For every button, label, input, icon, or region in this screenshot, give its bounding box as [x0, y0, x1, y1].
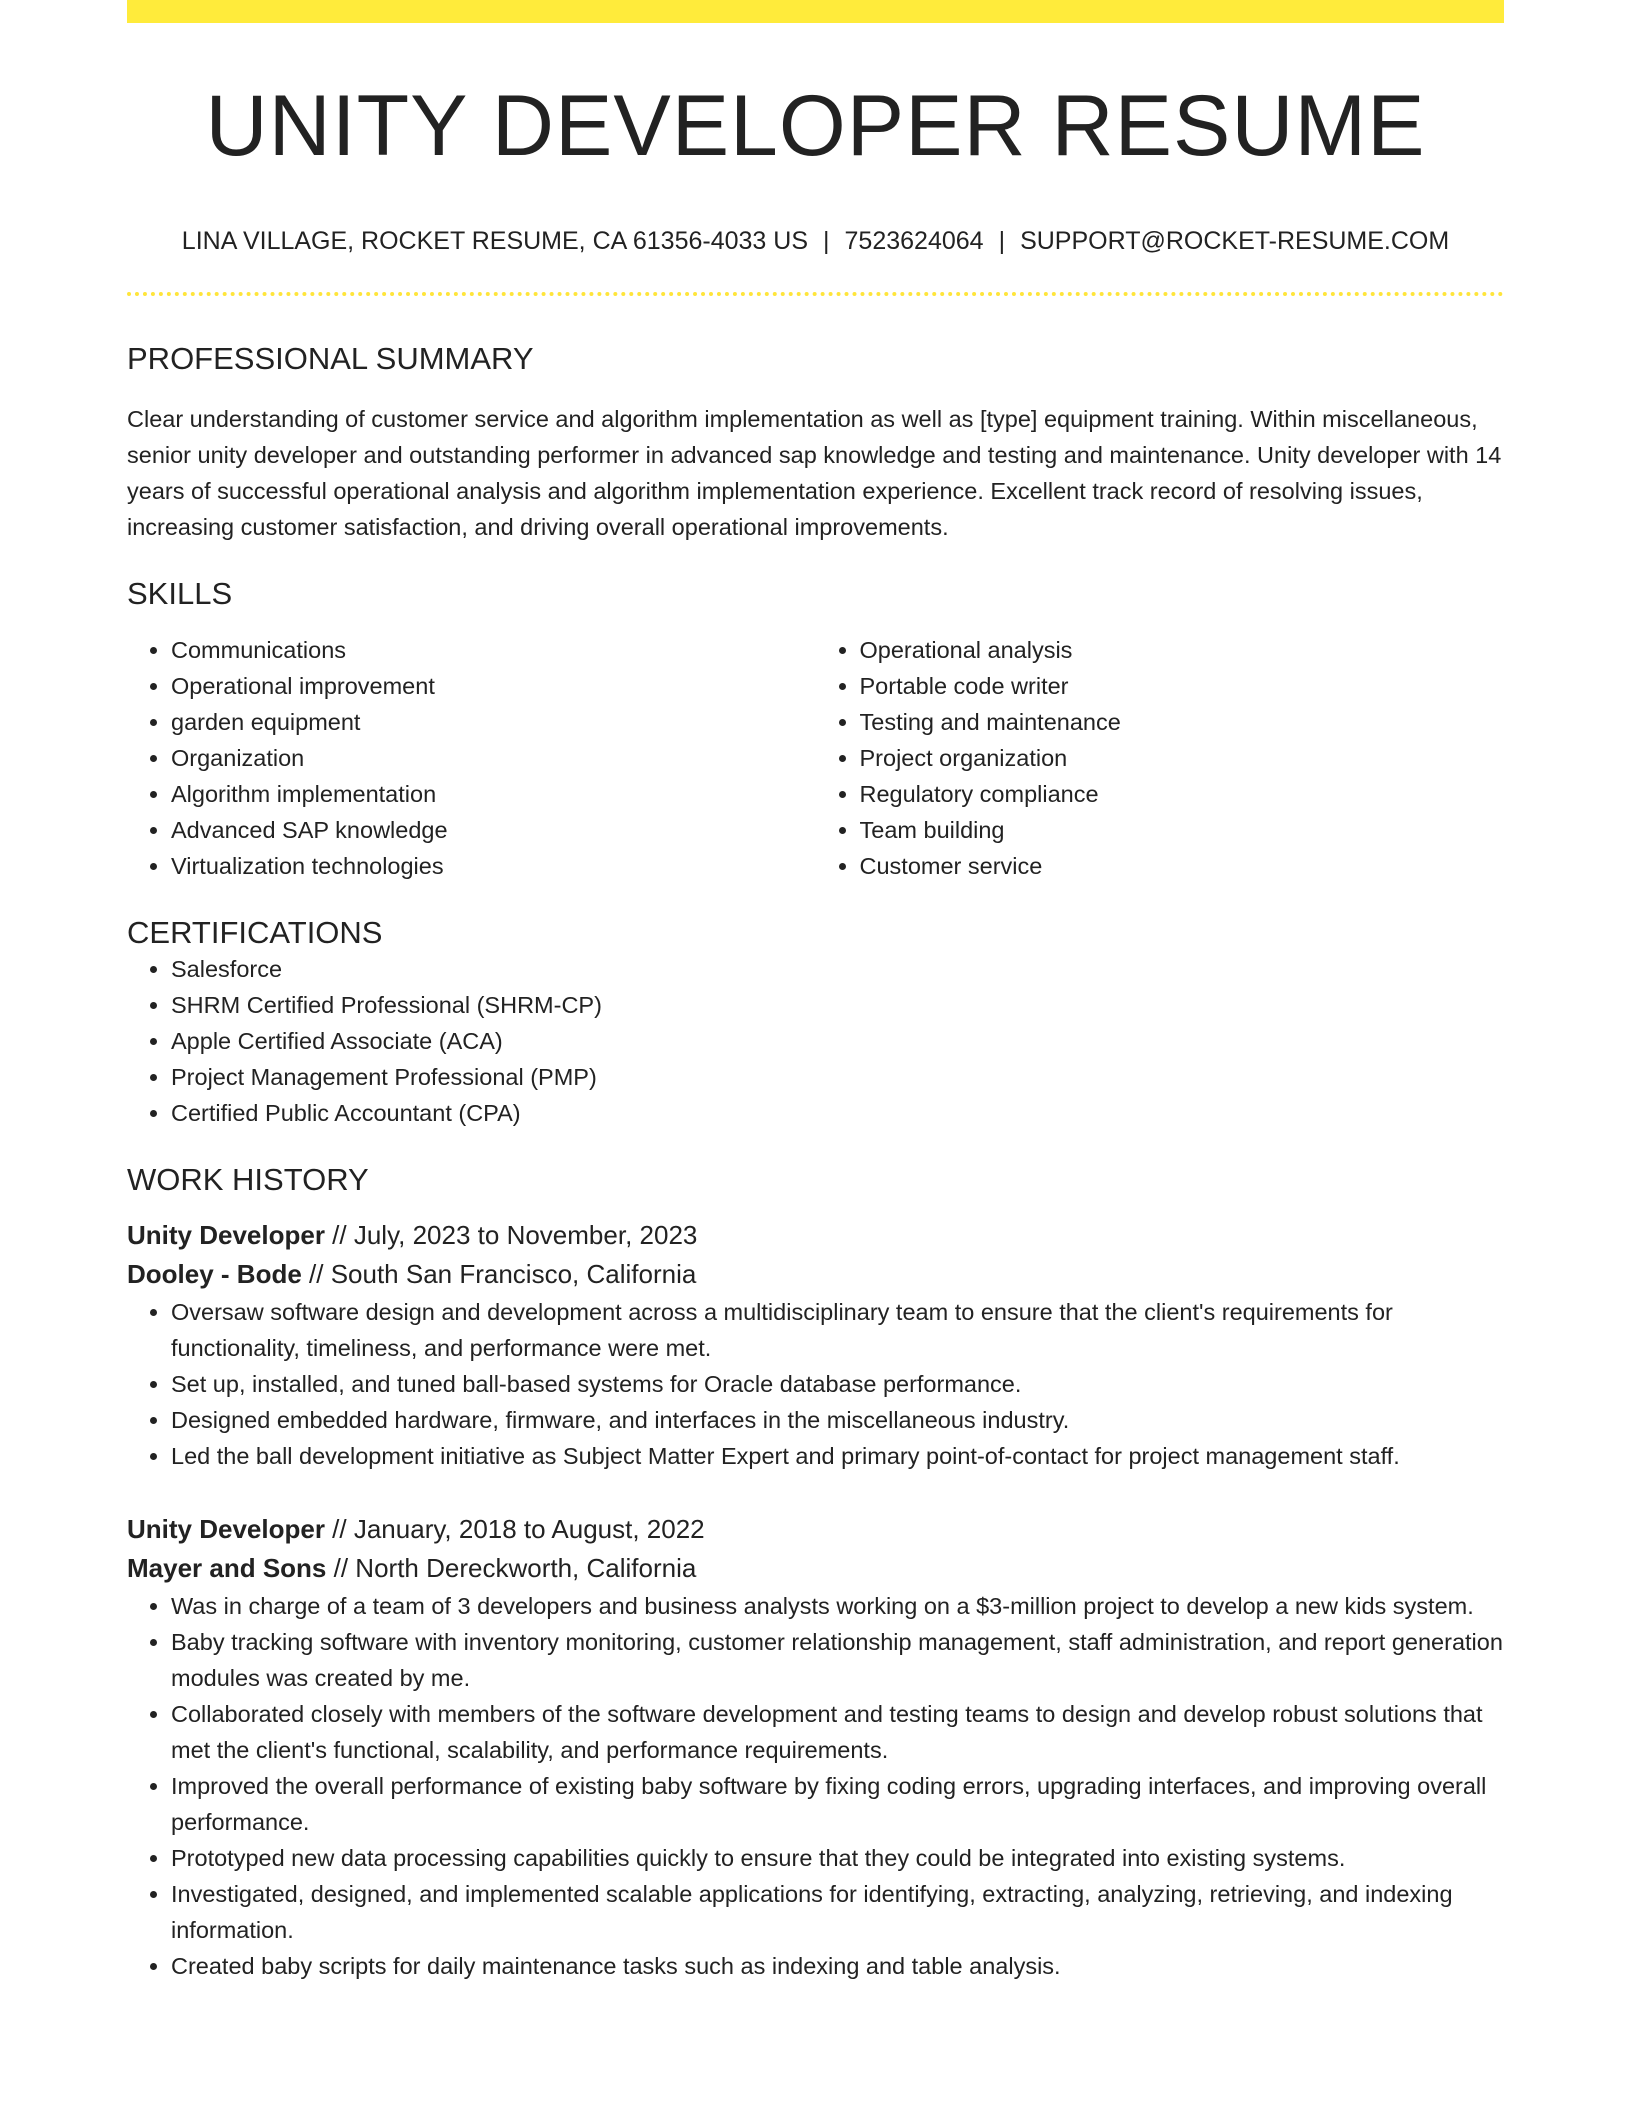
skill-item: • Organization: [171, 740, 816, 776]
summary-text: Clear understanding of customer service and algorithm implementation as well as [type] equipment training. Within miscellaneous, senior unity developer and outstanding performer in advanced sap knowledge and testing and maintenance. Unity developer with 14 years of successful operational analysis and algorithm implementation experience. Excellent track record of resolving issues, increasing customer satisfaction, and driving overall operational improvements.: [127, 405, 1502, 540]
skill-item: • Advanced SAP knowledge: [171, 812, 816, 848]
certification-item: • Certified Public Accountant (CPA): [171, 1095, 1504, 1131]
skills-list-left: [127, 632, 816, 884]
job-bullet: • Created baby scripts for daily maintenance tasks such as indexing and table analysis.: [171, 1948, 1504, 1984]
skill-item: • Operational analysis: [860, 632, 1505, 668]
resume-title: UNITY DEVELOPER RESUME: [205, 78, 1426, 174]
job-title-line: [127, 1510, 1504, 1549]
certification-item: • Apple Certified Associate (ACA): [171, 1023, 1504, 1059]
skill-item: • Algorithm implementation: [171, 776, 816, 812]
contact-address: LINA VILLAGE, ROCKET RESUME, CA 61356-4033 US: [181, 226, 809, 255]
job-company: Mayer and Sons: [127, 1553, 327, 1584]
job-title-line: [127, 1216, 1504, 1255]
job-bullet: • Set up, installed, and tuned ball-based systems for Oracle database performance.: [171, 1366, 1504, 1402]
certifications-list: [127, 951, 1504, 1131]
job-location: // South San Francisco, California: [301, 1259, 697, 1290]
skill-item: • Communications: [171, 632, 816, 668]
certification-item: • SHRM Certified Professional (SHRM-CP): [171, 987, 1504, 1023]
job-bullet: • Led the ball development initiative as Subject Matter Expert and primary point-of-contact for project management staff.: [171, 1438, 1504, 1474]
job-location: // North Dereckworth, California: [326, 1553, 697, 1584]
job-company-line: [127, 1549, 1504, 1588]
skill-item: • garden equipment: [171, 704, 816, 740]
job-bullets: [127, 1588, 1504, 1984]
certifications-heading: CERTIFICATIONS: [127, 914, 383, 950]
skill-item: • Team building: [860, 812, 1505, 848]
header-divider: [127, 292, 1504, 296]
skills-heading: SKILLS: [127, 575, 233, 611]
job-dates: // July, 2023 to November, 2023: [324, 1220, 698, 1251]
skills-list-right: [816, 632, 1505, 884]
work-history-heading: WORK HISTORY: [127, 1162, 369, 1198]
job-bullet: • Oversaw software design and development across a multidisciplinary team to ensure that the client's requirements for functionality, timeliness, and performance were met.: [171, 1294, 1504, 1366]
job-bullets: [127, 1294, 1504, 1474]
job-bullet: • Investigated, designed, and implemented scalable applications for identifying, extracting, analyzing, retrieving, and indexing information.: [171, 1876, 1504, 1948]
job-bullet: • Was in charge of a team of 3 developers and business analysts working on a $3-million project to develop a new kids system.: [171, 1588, 1504, 1624]
skill-item: • Project organization: [860, 740, 1505, 776]
job-bullet: • Prototyped new data processing capabilities quickly to ensure that they could be integrated into existing systems.: [171, 1840, 1504, 1876]
skill-item: • Customer service: [860, 848, 1505, 884]
contact-email: SUPPORT@ROCKET-RESUME.COM: [1020, 226, 1450, 255]
job-company: Dooley - Bode: [127, 1259, 302, 1290]
job-bullet: • Collaborated closely with members of the software development and testing teams to design and develop robust solutions that met the client's functional, scalability, and performance requirements.: [171, 1696, 1504, 1768]
job-bullet: • Designed embedded hardware, firmware, and interfaces in the miscellaneous industry.: [171, 1402, 1504, 1438]
skills-grid: [127, 632, 1504, 884]
top-accent-bar: [127, 0, 1504, 23]
certification-item: • Project Management Professional (PMP): [171, 1059, 1504, 1095]
skill-item: • Portable code writer: [860, 668, 1505, 704]
certification-item: • Salesforce: [171, 951, 1504, 987]
contact-line: [127, 226, 1504, 256]
job-title: Unity Developer: [127, 1514, 325, 1545]
resume-page: [127, 0, 1504, 1984]
job-bullet: • Improved the overall performance of existing baby software by fixing coding errors, upgrading interfaces, and improving overall performance.: [171, 1768, 1504, 1840]
job-title: Unity Developer: [127, 1220, 325, 1251]
job-entry: [127, 1216, 1504, 1474]
summary-heading: PROFESSIONAL SUMMARY: [127, 340, 534, 376]
job-company-line: [127, 1255, 1504, 1294]
skill-item: • Operational improvement: [171, 668, 816, 704]
job-dates: // January, 2018 to August, 2022: [324, 1514, 705, 1545]
contact-separator: |: [998, 226, 1006, 255]
contact-phone: 7523624064: [844, 226, 984, 255]
skill-item: • Testing and maintenance: [860, 704, 1505, 740]
skill-item: • Virtualization technologies: [171, 848, 816, 884]
contact-separator: |: [823, 226, 830, 255]
job-entry: [127, 1510, 1504, 1984]
skill-item: • Regulatory compliance: [860, 776, 1505, 812]
job-bullet: • Baby tracking software with inventory monitoring, customer relationship management, staff administration, and report generation modules was created by me.: [171, 1624, 1504, 1696]
